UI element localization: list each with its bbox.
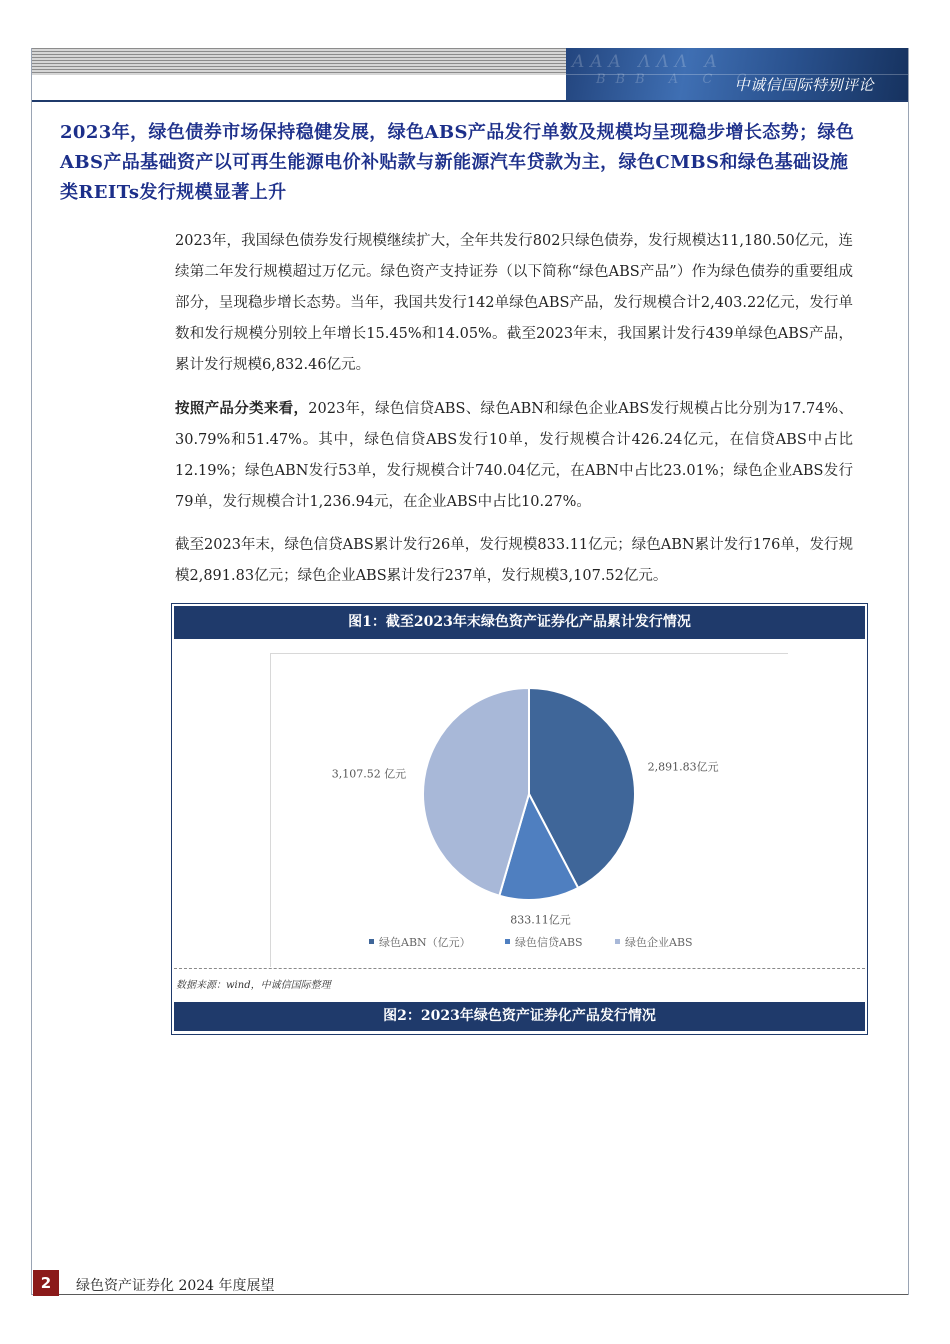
pie-data-label-3: 3,107.52 亿元 (331, 767, 407, 781)
figure-1 (171, 603, 868, 1035)
footer-rule (59, 1294, 908, 1295)
header-stripe-bar (32, 48, 566, 75)
legend-label-2: 绿色信贷ABS (515, 936, 583, 949)
page-frame-left (31, 48, 32, 1294)
legend-label-3: 绿色企业ABS (625, 936, 693, 949)
header-rule (32, 100, 908, 102)
legend-marker-2 (505, 939, 510, 944)
brand-decoration-letters-2: BBB A C C (596, 72, 757, 87)
legend-item-2 (505, 935, 583, 949)
legend-item-1 (369, 936, 471, 949)
page-frame-right (908, 48, 909, 1294)
pie-data-label-1: 2,891.83亿元 (647, 760, 719, 774)
section-title: 2023年，绿色债券市场保持稳健发展，绿色ABS产品发行单数及规模均呈现稳步增长态势；绿色ABS产品基础资产以可再生能源电价补贴款与新能源汽车贷款为主，绿色CMBS和绿色基础设施类REITs发行规模显著上升 (60, 122, 855, 203)
header-brand-banner (566, 48, 908, 100)
footer-doc-title: 绿色资产证券化 2024 年度展望 (76, 1278, 275, 1294)
paragraph-1: 2023年，我国绿色债券发行规模继续扩大，全年共发行802只绿色债券，发行规模达11,180.50亿元，连续第二年发行规模超过万亿元。绿色资产支持证券（以下简称“绿色ABS产品”）作为绿色债券的重要组成部分，呈现稳步增长态势。当年，我国共发行142单绿色ABS产品，发行规模合计2,403.22亿元，发行单数和发行规模分别较上年增长15.45%和14.05%。截至2023年末，我国累计发行439单绿色ABS产品，累计发行规模6,832.46亿元。 (175, 233, 853, 373)
paragraph-2-body: 2023年，绿色信贷ABS、绿色ABN和绿色企业ABS发行规模占比分别为17.74%、30.79%和51.47%。其中，绿色信贷ABS发行10单，发行规模合计426.24亿元，在信贷ABS中占比12.19%；绿色ABN发行53单，发行规模合计740.04亿元，在ABN中占比23.01%；绿色企业ABS发行79单，发行规模合计1,236.94元，在企业ABS中占比10.27%。 (175, 401, 854, 510)
figure-1-title: 图1：截至2023年末绿色资产证券化产品累计发行情况 (174, 606, 865, 639)
data-source-note: 数据来源：wind，中诚信国际整理 (176, 980, 331, 991)
paragraph-3: 截至2023年末，绿色信贷ABS累计发行26单，发行规模833.11亿元；绿色ABN累计发行176单，发行规模2,891.83亿元；绿色企业ABS累计发行237单，发行规模3,107.52亿元。 (175, 537, 853, 584)
brand-title: 中诚信国际特别评论 (734, 76, 874, 94)
legend-marker-1 (369, 939, 374, 944)
pie-chart (271, 654, 788, 967)
brand-decoration-letters: AAA ΛΛΛ A (572, 52, 723, 72)
paragraph-2 (175, 393, 853, 518)
legend-item-3 (615, 935, 693, 949)
page-number: 2 (33, 1270, 59, 1296)
pie-chart-area (270, 653, 788, 967)
paragraph-2-lead: 按照产品分类来看， (175, 400, 309, 417)
legend-marker-3 (615, 939, 620, 944)
legend-label-1: 绿色ABN（亿元） (379, 936, 471, 949)
source-separator (174, 968, 865, 969)
figure-2-title: 图2：2023年绿色资产证券化产品发行情况 (174, 1002, 865, 1031)
pie-data-label-2: 833.11亿元 (510, 913, 571, 927)
